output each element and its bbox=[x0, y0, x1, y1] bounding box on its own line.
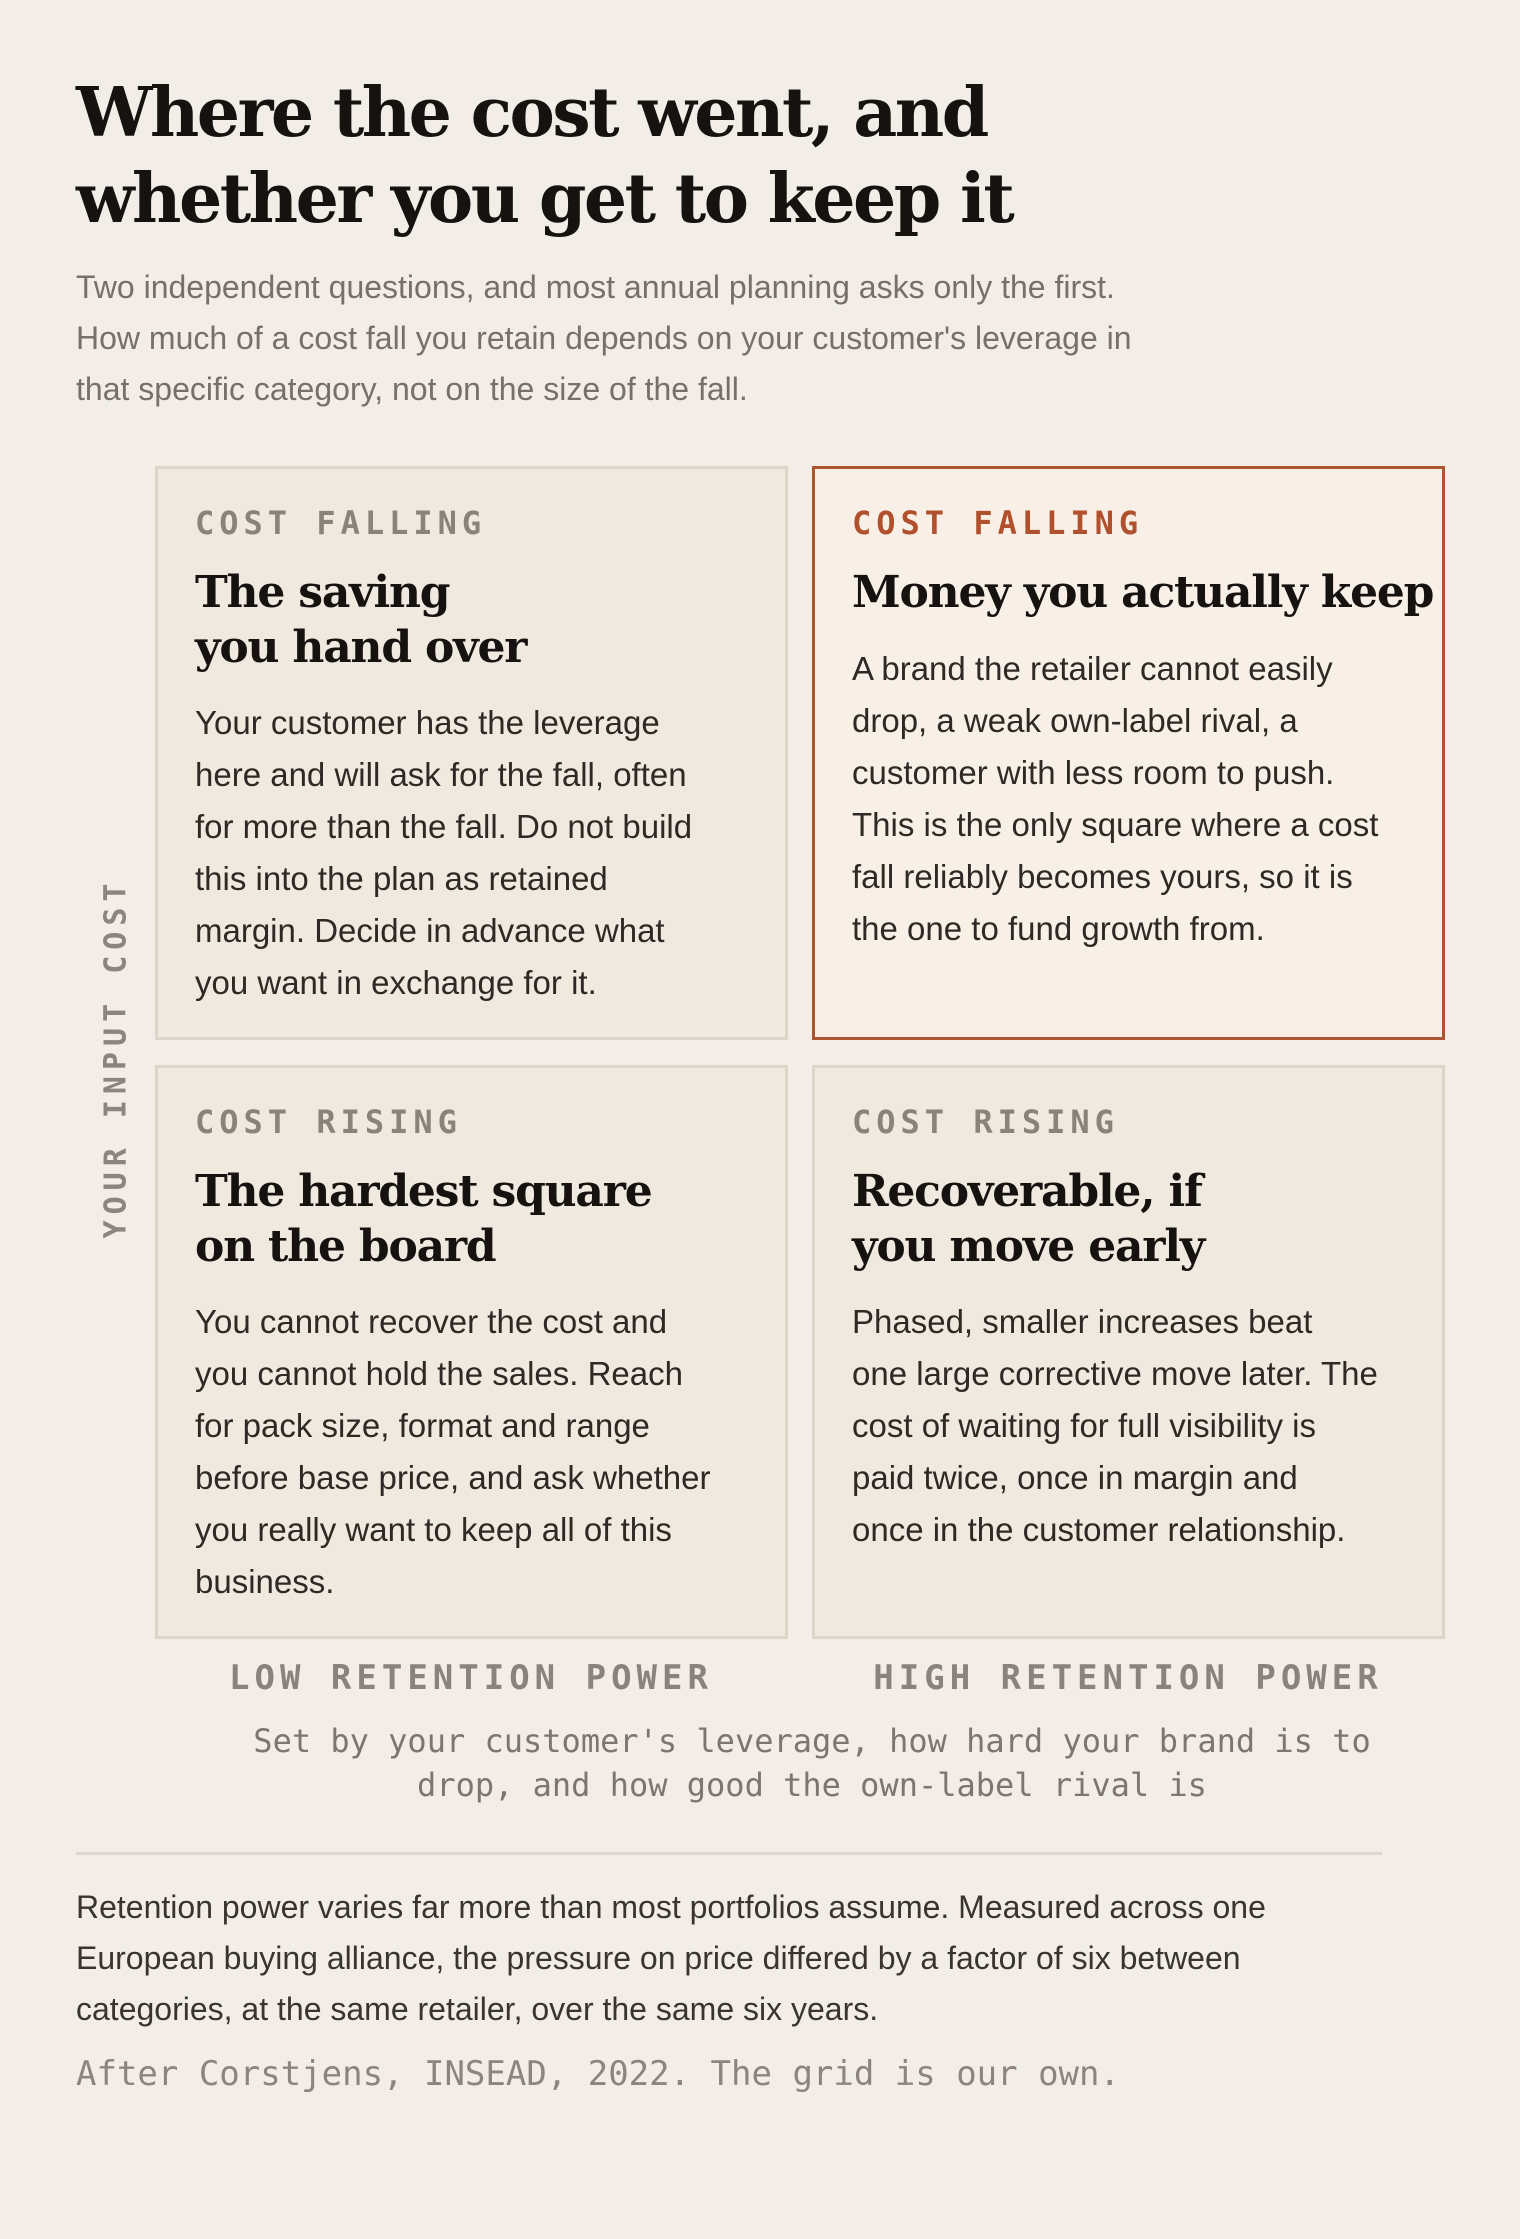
x-axis-label-high: HIGH RETENTION POWER bbox=[873, 1658, 1383, 1698]
quadrant-title-line: you hand over bbox=[195, 622, 527, 673]
quadrant-body-line: you want in exchange for it. bbox=[195, 964, 597, 1001]
footer-line: Retention power varies far more than most portfolios assume. Measured across one bbox=[76, 1889, 1266, 1925]
quadrant-body-line: drop, a weak own-label rival, a bbox=[852, 702, 1298, 739]
quadrant-body-line: for pack size, format and range bbox=[195, 1407, 650, 1444]
quadrant-body-line: you cannot hold the sales. Reach bbox=[195, 1355, 683, 1392]
page-subtitle bbox=[76, 262, 1256, 415]
quadrant-body-line: the one to fund growth from. bbox=[852, 910, 1265, 947]
quadrant-body-line: margin. Decide in advance what bbox=[195, 912, 665, 949]
subtitle-line: Two independent questions, and most annual planning asks only the first. bbox=[76, 269, 1115, 305]
quadrant-body-line: This is the only square where a cost bbox=[852, 806, 1379, 843]
y-axis-label: YOUR INPUT COST bbox=[98, 877, 134, 1239]
x-axis-note bbox=[253, 1719, 1370, 1807]
quadrant-body-line: you really want to keep all of this bbox=[195, 1511, 672, 1548]
quadrant-title-line: you move early bbox=[852, 1221, 1205, 1272]
quadrant-cost-falling-low-retention bbox=[155, 466, 788, 1040]
quadrant-body-line: You cannot recover the cost and bbox=[195, 1303, 668, 1340]
quadrant-title bbox=[195, 1164, 652, 1274]
quadrant-title bbox=[195, 565, 526, 675]
quadrant-cost-falling-high-retention bbox=[812, 466, 1445, 1040]
divider bbox=[76, 1852, 1382, 1855]
quadrant-body-line: fall reliably becomes yours, so it is bbox=[852, 858, 1353, 895]
source-note: After Corstjens, INSEAD, 2022. The grid is our own. bbox=[76, 2054, 1120, 2094]
page-title bbox=[76, 70, 1076, 242]
quadrant-body-line: business. bbox=[195, 1563, 335, 1600]
quadrant-body-line: Phased, smaller increases beat bbox=[852, 1303, 1313, 1340]
quadrant-body-line: A brand the retailer cannot easily bbox=[852, 650, 1333, 687]
footer-line: categories, at the same retailer, over the same six years. bbox=[76, 1991, 879, 2027]
quadrant-body-line: cost of waiting for full visibility is bbox=[852, 1407, 1316, 1444]
quadrant-body bbox=[195, 1296, 710, 1608]
quadrant-body-line: for more than the fall. Do not build bbox=[195, 808, 693, 845]
x-axis-label-low: LOW RETENTION POWER bbox=[229, 1658, 713, 1698]
quadrant-tag: COST FALLING bbox=[852, 504, 1144, 542]
footer-text bbox=[76, 1882, 1266, 2035]
quadrant-body-line: once in the customer relationship. bbox=[852, 1511, 1346, 1548]
quadrant-body-line: before base price, and ask whether bbox=[195, 1459, 711, 1496]
subtitle-line: that specific category, not on the size of the fall. bbox=[76, 371, 748, 407]
quadrant-tag: COST RISING bbox=[195, 1103, 462, 1141]
quadrant-body bbox=[852, 643, 1378, 955]
quadrant-title-line: on the board bbox=[195, 1221, 496, 1272]
quadrant-body-line: this into the plan as retained bbox=[195, 860, 608, 897]
quadrant-body bbox=[852, 1296, 1378, 1556]
quadrant-title-line: Money you actually keep bbox=[852, 567, 1434, 618]
quadrant-body bbox=[195, 697, 692, 1009]
quadrant-tag: COST RISING bbox=[852, 1103, 1119, 1141]
title-line: Where the cost went, and bbox=[76, 73, 987, 153]
quadrant-cost-rising-high-retention bbox=[812, 1065, 1445, 1639]
x-axis-note-line: Set by your customer's leverage, how hard your brand is to bbox=[253, 1722, 1371, 1760]
quadrant-cost-rising-low-retention bbox=[155, 1065, 788, 1639]
quadrant-body-line: here and will ask for the fall, often bbox=[195, 756, 687, 793]
quadrant-body-line: one large corrective move later. The bbox=[852, 1355, 1378, 1392]
quadrant-title bbox=[852, 565, 1433, 620]
quadrant-tag: COST FALLING bbox=[195, 504, 487, 542]
subtitle-line: How much of a cost fall you retain depends on your customer's leverage in bbox=[76, 320, 1132, 356]
title-line: whether you get to keep it bbox=[76, 159, 1013, 239]
quadrant-body-line: customer with less room to push. bbox=[852, 754, 1335, 791]
footer-line: European buying alliance, the pressure on price differed by a factor of six between bbox=[76, 1940, 1241, 1976]
x-axis-note-line: drop, and how good the own-label rival is bbox=[417, 1766, 1207, 1804]
quadrant-title-line: Recoverable, if bbox=[852, 1166, 1202, 1217]
quadrant-title bbox=[852, 1164, 1204, 1274]
quadrant-title-line: The saving bbox=[195, 567, 450, 618]
quadrant-title-line: The hardest square bbox=[195, 1166, 652, 1217]
quadrant-body-line: Your customer has the leverage bbox=[195, 704, 660, 741]
quadrant-body-line: paid twice, once in margin and bbox=[852, 1459, 1298, 1496]
